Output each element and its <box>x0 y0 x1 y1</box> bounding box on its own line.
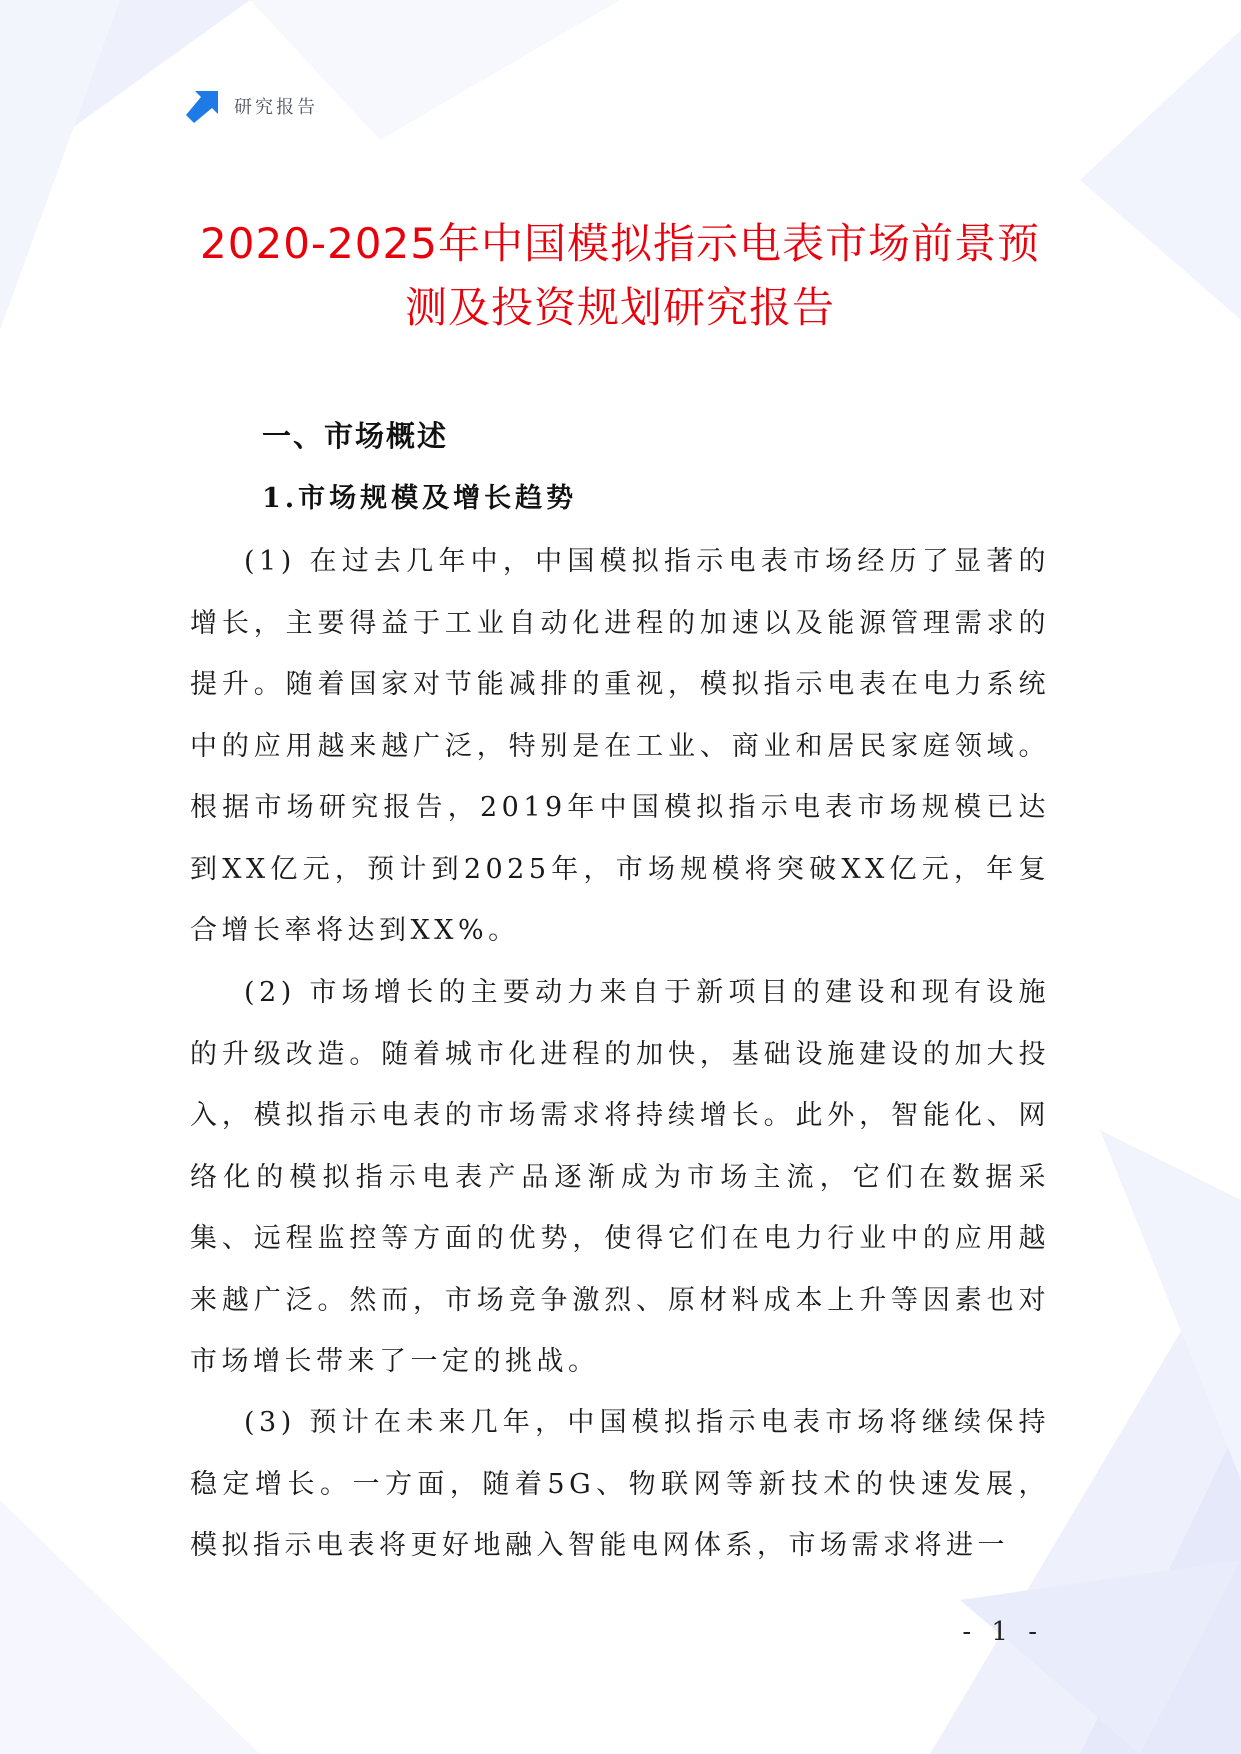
brand-label: 研究报告 <box>234 97 318 118</box>
page-number: - 1 - <box>962 1617 1043 1647</box>
paragraph-2: (2) 市场增长的主要动力来自于新项目的建设和现有设施的升级改造。随着城市化进程的加快，基础设施建设的加大投入，模拟指示电表的市场需求将持续增长。此外，智能化、网络化的模拟指示电表产品逐渐成为市场主流，它们在数据采集、远程监控等方面的优势，使得它们在电力行业中的应用越来越广泛。然而，市场竞争激烈、原材料成本上升等因素也对市场增长带来了一定的挑战。 <box>190 977 1050 1377</box>
arrow-up-right-icon <box>186 89 220 123</box>
document-title <box>160 212 1080 340</box>
title-line-2: 测及投资规划研究报告 <box>404 283 835 332</box>
paragraph-1: (1) 在过去几年中，中国模拟指示电表市场经历了显著的增长，主要得益于工业自动化进程的加速以及能源管理需求的提升。随着国家对节能减排的重视，模拟指示电表在电力系统中的应用越来越广泛，特别是在工业、商业和居民家庭领域。根据市场研究报告，2019年中国模拟指示电表市场规模已达到XX亿元，预计到2025年，市场规模将突破XX亿元，年复合增长率将达到XX%。 <box>190 546 1050 946</box>
title-line-1: 2020-2025年中国模拟指示电表市场前景预 <box>200 219 1040 268</box>
sub-heading: 1.市场规模及增长趋势 <box>262 483 578 514</box>
section-heading: 一、市场概述 <box>262 419 449 453</box>
header-brand <box>186 88 318 124</box>
paragraph-3: (3) 预计在未来几年，中国模拟指示电表市场将继续保持稳定增长。一方面，随着5G、物联网等新技术的快速发展，模拟指示电表将更好地融入智能电网体系，市场需求将进一 <box>190 1407 1050 1561</box>
